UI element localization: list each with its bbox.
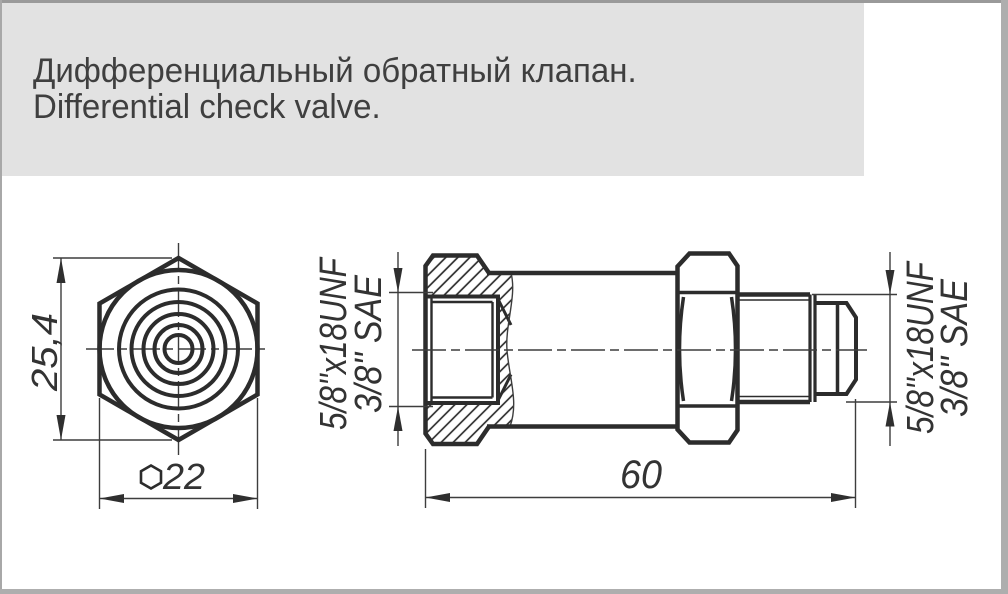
arrow-up [886, 402, 895, 427]
arrow-down [886, 270, 895, 295]
side-view [313, 223, 976, 508]
right-thread-label-line1: 5/8''x18UNF [900, 227, 942, 434]
arrow-down [394, 268, 403, 293]
flare-nose-outline [815, 303, 856, 394]
left-thread-label-line1: 5/8''x18UNF [313, 223, 355, 430]
title-english: Differential check valve. [33, 88, 381, 126]
hex-nut-outline [678, 254, 738, 443]
arrow-down [57, 415, 66, 440]
page-border-left [0, 0, 2, 594]
page-border-right [1001, 0, 1008, 594]
hex-nut-facet-lines [678, 293, 738, 407]
hex-nut-facet-arcs [680, 297, 736, 401]
thread-runout-lines [810, 295, 815, 403]
arrow-left [100, 494, 125, 503]
arrow-up [394, 407, 403, 432]
dim-across-flats-label: 22 [161, 456, 205, 497]
title-russian: Дифференциальный обратный клапан. [33, 52, 637, 90]
hexagon-symbol-icon [141, 466, 161, 489]
dim-length-label: 60 [620, 453, 662, 497]
front-view [24, 243, 270, 509]
page-border-bottom [0, 589, 1008, 594]
dimension-left-thread [313, 223, 433, 446]
arrow-left [426, 493, 451, 502]
right-thread-label-line2: 3/8'' SAE [934, 263, 976, 417]
dim-height-label: 25,4 [24, 320, 65, 391]
male-thread-outline [738, 295, 811, 403]
arrow-up [57, 258, 66, 283]
left-thread-label-line2: 3/8'' SAE [348, 259, 390, 413]
page-border-top [0, 0, 1008, 3]
thread-root-lines [739, 300, 810, 397]
arrow-right [831, 493, 856, 502]
arrow-right [233, 494, 258, 503]
